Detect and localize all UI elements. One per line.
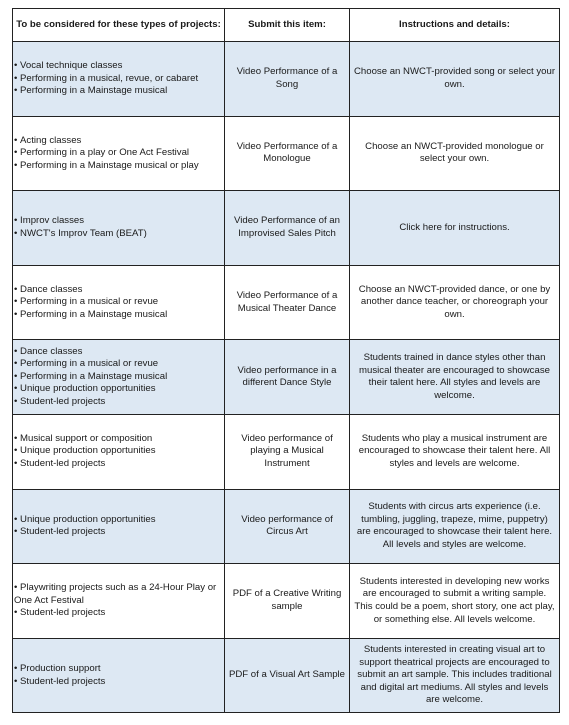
submission-table [12, 8, 560, 713]
submit-item-cell: Video Performance of a Song [225, 42, 350, 117]
list-item: • Unique production opportunities [14, 383, 222, 396]
instructions-cell: Choose an NWCT-provided monologue or select your own. [350, 116, 560, 191]
submit-item-cell: PDF of a Visual Art Sample [225, 638, 350, 713]
project-types-list [14, 60, 222, 98]
submit-item-cell: Video Performance of an Improvised Sales Pitch [225, 191, 350, 266]
instructions-cell: Students interested in creating visual art to support theatrical projects are encouraged to submit an art sample. This includes traditional and digital art mediums. All styles and levels are welcome. [350, 638, 560, 713]
list-item: • Playwriting projects such as a 24-Hour Play or One Act Festival [14, 582, 222, 607]
list-item: • Performing in a musical or revue [14, 296, 222, 309]
header-submit-item: Submit this item: [225, 9, 350, 42]
instructions-cell: Students with circus arts experience (i.e. tumbling, juggling, trapeze, mime, puppetry) are encouraged to showcase their talent here. All levels and styles are welcome. [350, 489, 560, 564]
list-item: • Dance classes [14, 346, 222, 359]
list-item: • Student-led projects [14, 676, 222, 689]
project-types-cell [13, 638, 225, 713]
project-types-list [14, 663, 222, 688]
header-row [13, 9, 560, 42]
list-item: • Student-led projects [14, 396, 222, 409]
list-item: • Production support [14, 663, 222, 676]
list-item: • Performing in a musical or revue [14, 358, 222, 371]
list-item: • Performing in a Mainstage musical [14, 309, 222, 322]
project-types-cell [13, 116, 225, 191]
list-item: • Student-led projects [14, 607, 222, 620]
list-item: • Improv classes [14, 215, 222, 228]
submit-item-cell: Video performance of playing a Musical Instrument [225, 414, 350, 489]
list-item: • Acting classes [14, 135, 222, 148]
project-types-list [14, 284, 222, 322]
table-row [13, 42, 560, 117]
project-types-list [14, 582, 222, 620]
list-item: • Unique production opportunities [14, 514, 222, 527]
project-types-list [14, 135, 222, 173]
submit-item-cell: Video Performance of a Musical Theater Dance [225, 265, 350, 340]
project-types-list [14, 215, 222, 240]
table-row [13, 116, 560, 191]
list-item: • Student-led projects [14, 526, 222, 539]
list-item: • Performing in a musical, revue, or cabaret [14, 73, 222, 86]
project-types-list [14, 433, 222, 471]
instructions-cell: Students interested in developing new works are encouraged to submit a writing sample. This could be a poem, short story, one act play, or something else. All levels welcome. [350, 564, 560, 639]
instructions-cell: Students who play a musical instrument are encouraged to showcase their talent here. All styles and levels are welcome. [350, 414, 560, 489]
project-types-cell [13, 340, 225, 415]
project-types-cell [13, 489, 225, 564]
instructions-cell: Students trained in dance styles other than musical theater are encouraged to showcase their talent here. All styles and levels are welcome. [350, 340, 560, 415]
list-item: • Unique production opportunities [14, 445, 222, 458]
submit-item-cell: Video performance of Circus Art [225, 489, 350, 564]
instructions-cell: Choose an NWCT-provided dance, or one by another dance teacher, or choreograph your own. [350, 265, 560, 340]
table-row [13, 489, 560, 564]
project-types-list [14, 514, 222, 539]
table-row [13, 564, 560, 639]
instructions-link[interactable]: Click here for instructions. [350, 191, 560, 266]
table-row [13, 265, 560, 340]
list-item: • Student-led projects [14, 458, 222, 471]
list-item: • Performing in a Mainstage musical or play [14, 160, 222, 173]
list-item: • Performing in a Mainstage musical [14, 371, 222, 384]
header-instructions: Instructions and details: [350, 9, 560, 42]
project-types-cell [13, 265, 225, 340]
list-item: • Musical support or composition [14, 433, 222, 446]
project-types-cell [13, 42, 225, 117]
list-item: • Performing in a Mainstage musical [14, 85, 222, 98]
table-row [13, 638, 560, 713]
project-types-list [14, 346, 222, 409]
project-types-cell [13, 191, 225, 266]
submit-item-cell: Video Performance of a Monologue [225, 116, 350, 191]
instructions-cell: Choose an NWCT-provided song or select your own. [350, 42, 560, 117]
project-types-cell [13, 564, 225, 639]
document-page [12, 8, 559, 713]
submit-item-cell: PDF of a Creative Writing sample [225, 564, 350, 639]
table-row [13, 340, 560, 415]
list-item: • Vocal technique classes [14, 60, 222, 73]
project-types-cell [13, 414, 225, 489]
header-project-types: To be considered for these types of projects: [13, 9, 225, 42]
list-item: • Dance classes [14, 284, 222, 297]
submit-item-cell: Video performance in a different Dance Style [225, 340, 350, 415]
table-row [13, 191, 560, 266]
list-item: • NWCT's Improv Team (BEAT) [14, 228, 222, 241]
list-item: • Performing in a play or One Act Festival [14, 147, 222, 160]
table-row [13, 414, 560, 489]
